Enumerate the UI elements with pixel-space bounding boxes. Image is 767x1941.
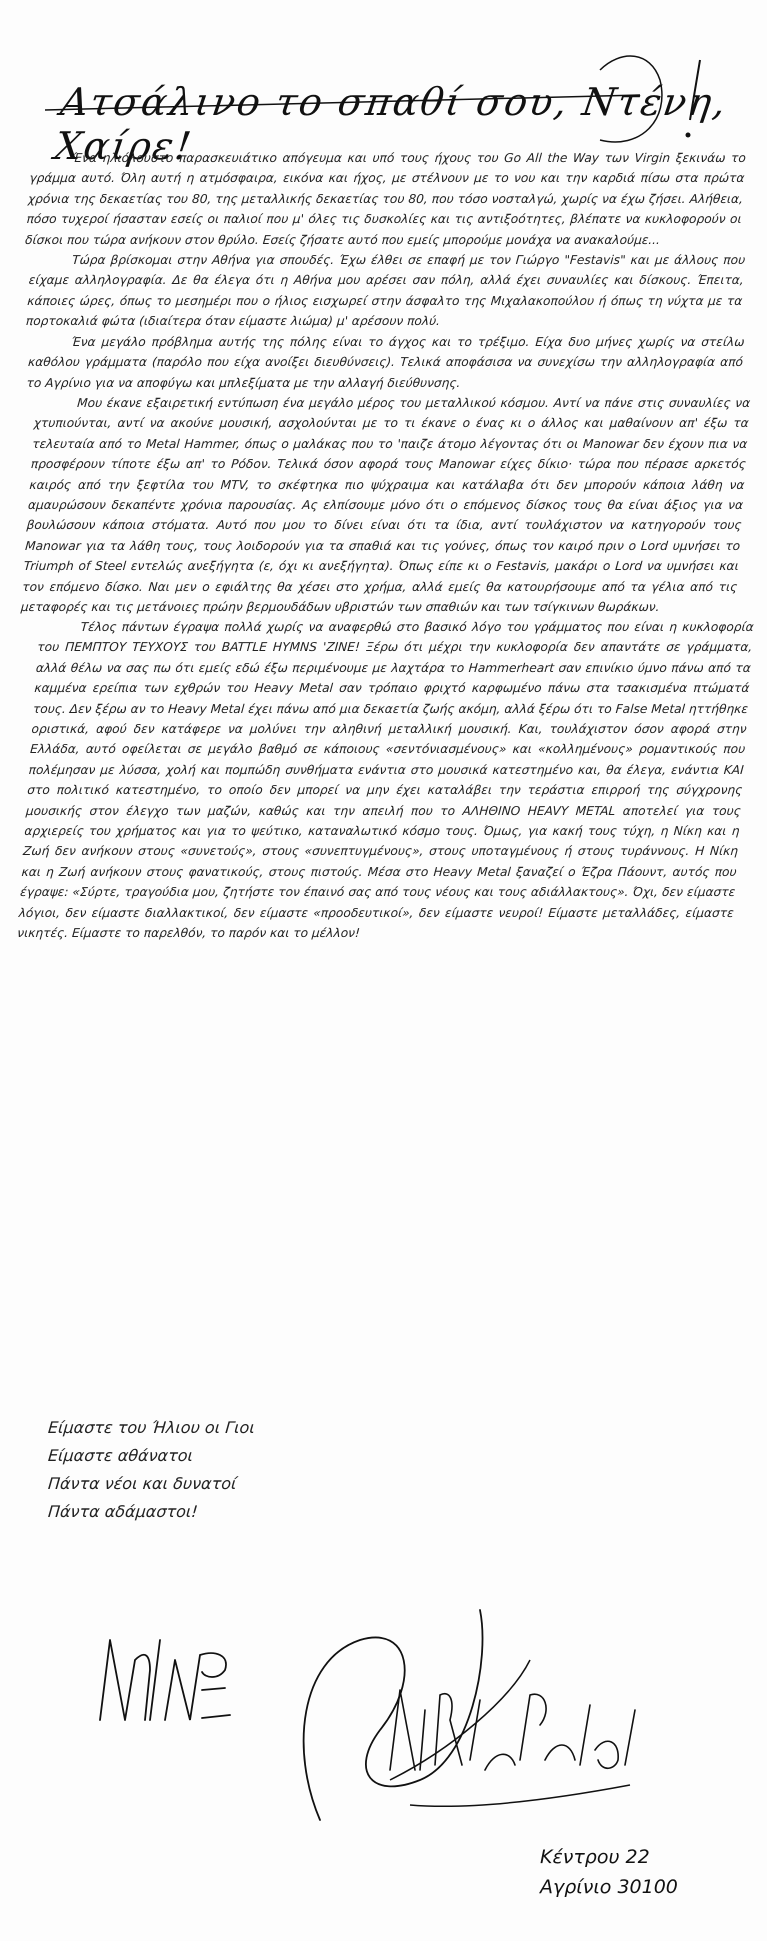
greeting-heading <box>40 40 740 168</box>
closing-verse <box>48 1414 648 1526</box>
address-street: Κέντρου 22 <box>540 1846 650 1868</box>
paragraph-4: Μου έκανε εξαιρετική εντύπωση ένα μεγάλο μέρος του μεταλλικού κόσμου. Αντί να πάνε στις συναυλίες να χτυπιούνται, αντί να ακούνε μουσική, ασχολούνται με το τι έκανε ο ένας κι ο άλλος και μαθαίνουν απ' έξω τα τελευταία από το Metal Hammer, όπως ο μαλάκας που το 'παιζε άτομο λέγοντας ότι οι Manowar δεν έχουν πια να προσφέρουν τίποτε έξω απ' το Ρόδον. Τελικά όσον αφορά τους Manowar είχες δίκιο· τώρα που πέρασε αρκετός καιρός από την ξεφτίλα του MTV, το σκέφτηκα πιο ψύχραιμα και κατάλαβα ότι δεν μπορούν κάποια λάθη να αμαυρώσουν δεκαπέντε χρόνια παρουσίας. Ας ελπίσουμε μόνο ότι ο επόμενος δίσκος τους θα είναι άξιος για να βουλώσουν κάποια στόματα. Αυτό που μου το δίνει είναι ότι τα ίδια, αντί τουλάχιστον να κατηγορούν τους Manowar για τα λάθη τους, τους λοιδορούν για τα σπαθιά και τις γούνες, όπως τον καιρό πριν ο Lord υμνήσει το Triumph of Steel εντελώς ανεξήγητα (ε, όχι κι ανεξήγητα). Όπως είπε κι ο Festavis, μακάρι ο Lord να υμνήσει και τον επόμενο δίσκο. Ναι μεν ο εφιάλτης θα χέσει στο χρήμα, αλλά εμείς θα κατουρήσουμε από τα γέλια από τις μεταφορές και τις μετάνοιες πρώην βερμουδάδων υβριστών των σπαθιών και των τσίγκινων θωράκων. <box>20 395 751 614</box>
greeting-text: Ατσάλινο το σπαθί σου, Ντένη, Χαίρε! <box>51 80 731 168</box>
handwritten-signature <box>90 1600 710 1830</box>
letter-body <box>16 148 755 944</box>
closing-line: Είμαστε αθάνατοι <box>47 1446 194 1465</box>
closing-line: Πάντα νέοι και δυνατοί <box>47 1474 238 1493</box>
signature-block <box>90 1600 710 1830</box>
paragraph-2: Τώρα βρίσκομαι στην Αθήνα για σπουδές. Έχω έλθει σε επαφή με τον Γιώργο "Festavis" και με άλλους που είχαμε αλληλογραφία. Δε θα έλεγα ότι η Αθήνα μου αρέσει σαν πόλη, αλλά έχει συναυλίες και δίσκους. Έπειτα, κάποιες ώρες, όπως το μεσημέρι που ο ήλιος εισχωρεί στην άσφαλτο της Μιχαλακοπούλου ή όπως τη νύχτα με τα πορτοκαλιά φώτα (ιδιαίτερα όταν είμαστε λιώμα) μ' αρέσουν πολύ. <box>25 253 746 329</box>
return-address <box>540 1842 740 1902</box>
closing-line: Είμαστε του Ήλιου οι Γιοι <box>47 1418 256 1437</box>
closing-line: Πάντα αδάμαστοι! <box>47 1502 199 1521</box>
paragraph-5: Τέλος πάντων έγραψα πολλά χωρίς να αναφερθώ στο βασικό λόγο του γράμματος που είναι η κυκλοφορία του ΠΕΜΠΤΟΥ ΤΕΥΧΟΥΣ του BATTLE HYMNS 'ZINE! Ξέρω ότι μέχρι την κυκλοφορία δεν απαντάτε σε γράμματα, αλλά θέλω να σας πω ότι εμείς εδώ έξω περιμένουμε με λαχτάρα το Hammerheart σαν επινίκιο ύμνο πάνω από τα καμμένα ερείπια των εχθρών του Heavy Metal σαν τρόπαιο φριχτό καρφωμένο πάνω στα τσακισμένα πτώματά τους. Δεν ξέρω αν το Heavy Metal έχει πάνω από μια δεκαετία ζωής ακόμη, αλλά ξέρω ότι το False Metal ηττήθηκε οριστικά, αφού δεν κατάφερε να μολύνει την αληθινή μεταλλική μουσική. Και, τουλάχιστον όσον αφορά στην Ελλάδα, αυτό οφείλεται σε μεγάλο βαθμό σε κάποιους «σεντόνιασμένους» και «κολλημένους» ρομαντικούς που πολέμησαν με λύσσα, χολή και πομπώδη συνθήματα ενάντια στο μουσικά κατεστημένο και, θα έλεγα, ενάντια ΚΑΙ στο πολιτικό κατεστημένο, το οποίο δεν μπορεί να μην έχει καταλάβει την τεράστια επιρροή της σύγχρονης μουσικής στον έλεγχο των μαζών, καθώς και την απειλή που το ΑΛΗΘΙΝΟ HEAVY METAL αποτελεί για τους αρχιερείς του χρήματος και για το ψεύτικο, καταναλωτικό κόσμο τους. Όμως, για κακή τους τύχη, η Νίκη και η Ζωή δεν ανήκουν στους «συνετούς», στους «συνεπτυγμένους», στους υποταγμένους ή στους τυράννους. Η Νίκη και η Ζωή ανήκουν στους φανατικούς, στους πιστούς. Μέσα στο Heavy Metal ξαναζεί ο Έζρα Πάουντ, αυτός που έγραψε: «Σύρτε, τραγούδια μου, ζητήστε τον έπαινό σας από τους νέους και τους αδιάλλακτους». Όχι, δεν είμαστε λόγιοι, δεν είμαστε διαλλακτικοί, δεν είμαστε «προοδευτικοί», δεν είμαστε νευροί! Είμαστε μεταλλάδες, είμαστε νικητές. Είμαστε το παρελθόν, το παρόν και το μέλλον! <box>16 620 755 941</box>
paragraph-3: Ένα μεγάλο πρόβλημα αυτής της πόλης είναι το άγχος και το τρέξιμο. Είχα δυο μήνες χωρίς να στείλω καθόλου γράμματα (παρόλο που είχα ανοίξει διευθύνσεις). Τελικά αποφάσισα να συνεχίσω την αλληλογραφία από το Αγρίνιο για να αποφύγω και μπλεξίματα με την αλλαγή διεύθυνσης. <box>26 334 745 390</box>
address-city: Αγρίνιο 30100 <box>540 1876 678 1898</box>
paragraph-1: Ένα ηλιόλουστο παρασκευιάτικο απόγευμα και υπό τους ήχους του Go All the Way των Virgin ξεκινάω το γράμμα αυτό. Όλη αυτή η ατμόσφαιρα, εικόνα και ήχος, με στέλνουν με το νου και την καρδιά πίσω στα πρώτα χρόνια της δεκαετίας του 80, της μεταλλικής δεκαετίας του 80, που τόσο νοσταλγώ, χωρίς να έχω ζήσει. Αλήθεια, πόσο τυχεροί ήσασταν εσείς οι παλιοί που μ' όλες τις δυσκολίες και τις αντιξοότητες, βλέπατε να κυκλοφορούν οι δίσκοι που τώρα ανήκουν στον θρύλο. Εσείς ζήσατε αυτό που εμείς μπορούμε μονάχα να ανακαλούμε... <box>24 151 747 247</box>
